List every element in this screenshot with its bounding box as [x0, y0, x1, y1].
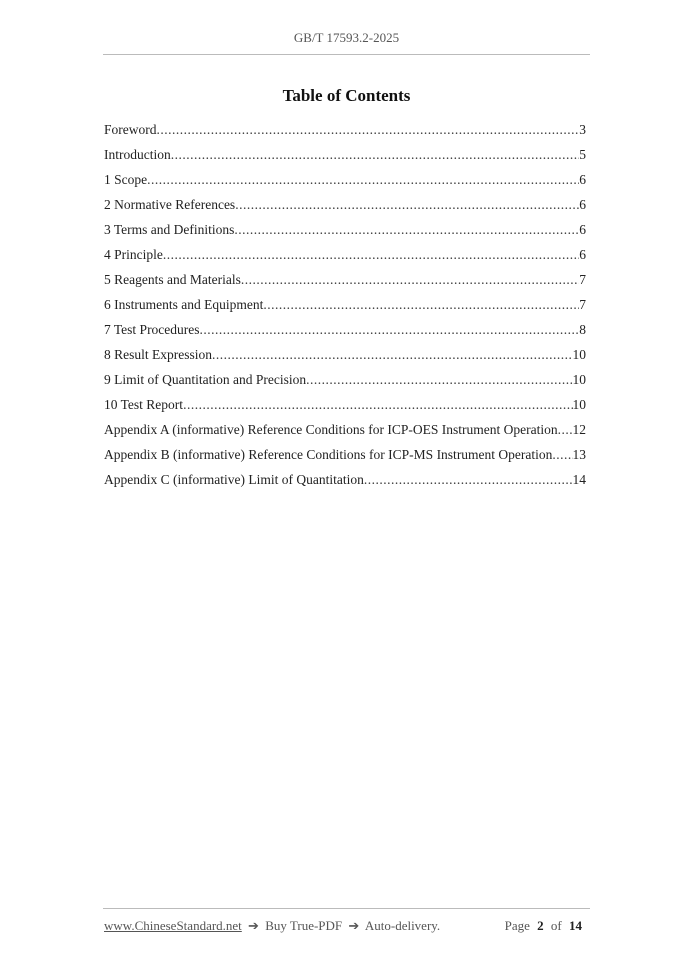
toc-leader-dots — [200, 320, 580, 339]
toc-entry-text: 4 Principle — [104, 247, 163, 262]
current-page-number: 2 — [537, 918, 544, 933]
toc-entry-page: 6 — [579, 247, 586, 262]
toc-entry-principle[interactable] — [104, 245, 586, 270]
toc-list — [104, 120, 586, 495]
toc-entry-text: Introduction — [104, 147, 171, 162]
site-link[interactable]: www.ChineseStandard.net — [104, 918, 242, 933]
toc-entry-appendix-b[interactable] — [104, 445, 586, 470]
toc-entry-page: 12 — [572, 422, 586, 437]
toc-leader-dots — [364, 470, 573, 489]
toc-entry-reagents-and-materials[interactable] — [104, 270, 586, 295]
page-header — [0, 30, 693, 46]
arrow-right-icon: ➔ — [248, 918, 259, 933]
page-label: Page — [504, 918, 530, 933]
toc-entry-page: 3 — [579, 122, 586, 137]
toc-entry-text: Appendix A (informative) Reference Conditions for ICP-OES Instrument Operation — [104, 422, 558, 437]
toc-entry-instruments-and-equipment[interactable] — [104, 295, 586, 320]
toc-entry-page: 6 — [579, 172, 586, 187]
document-id: GB/T 17593.2-2025 — [293, 30, 400, 45]
toc-entry-test-report[interactable] — [104, 395, 586, 420]
toc-entry-appendix-c[interactable] — [104, 470, 586, 495]
toc-entry-page: 6 — [579, 222, 586, 237]
toc-entry-page: 6 — [579, 197, 586, 212]
toc-entry-text: 6 Instruments and Equipment — [104, 297, 264, 312]
toc-leader-dots — [234, 220, 579, 239]
toc-entry-result-expression[interactable] — [104, 345, 586, 370]
toc-entry-appendix-a[interactable] — [104, 420, 586, 445]
toc-entry-page: 5 — [579, 147, 586, 162]
buy-true-pdf-text: Buy True-PDF — [265, 918, 343, 933]
toc-entry-text: 1 Scope — [104, 172, 148, 187]
toc-entry-page: 13 — [572, 447, 586, 462]
toc-entry-text: Foreword — [104, 122, 157, 137]
toc-entry-text: 7 Test Procedures — [104, 322, 200, 337]
toc-leader-dots — [558, 420, 573, 439]
toc-leader-dots — [306, 370, 572, 389]
toc-leader-dots — [235, 195, 579, 214]
toc-entry-terms-and-definitions[interactable] — [104, 220, 586, 245]
toc-entry-page: 7 — [579, 297, 586, 312]
toc-entry-text: Appendix B (informative) Reference Conditions for ICP-MS Instrument Operation — [104, 447, 553, 462]
toc-entry-page: 7 — [579, 272, 586, 287]
toc-title: Table of Contents — [282, 86, 411, 105]
toc-entry-page: 14 — [572, 472, 586, 487]
toc-entry-page: 10 — [572, 372, 586, 387]
toc-leader-dots — [157, 120, 580, 139]
toc-entry-text: 9 Limit of Quantitation and Precision — [104, 372, 307, 387]
page-footer — [104, 918, 586, 934]
toc-entry-test-procedures[interactable] — [104, 320, 586, 345]
toc-entry-page: 10 — [572, 397, 586, 412]
toc-entry-text: 2 Normative References — [104, 197, 236, 212]
toc-entry-text: 8 Result Expression — [104, 347, 212, 362]
header-divider — [103, 54, 590, 55]
footer-divider — [103, 908, 590, 909]
toc-leader-dots — [241, 270, 579, 289]
toc-leader-dots — [552, 445, 572, 464]
auto-delivery-text: Auto-delivery. — [364, 918, 441, 933]
toc-leader-dots — [147, 170, 579, 189]
toc-leader-dots — [183, 395, 572, 414]
arrow-right-icon: ➔ — [348, 918, 360, 933]
toc-leader-dots — [171, 145, 580, 164]
page-indicator — [505, 918, 586, 934]
toc-entry-text: 10 Test Report — [104, 397, 184, 412]
toc-entry-foreword[interactable] — [104, 120, 586, 145]
toc-leader-dots — [163, 245, 579, 264]
total-pages-number: 14 — [569, 918, 582, 933]
toc-entry-text: Appendix C (informative) Limit of Quantitation — [104, 472, 364, 487]
of-label: of — [550, 918, 562, 933]
toc-entry-page: 8 — [579, 322, 586, 337]
toc-entry-limit-of-quantitation-and-precision[interactable] — [104, 370, 586, 395]
toc-entry-normative-references[interactable] — [104, 195, 586, 220]
toc-entry-page: 10 — [572, 347, 586, 362]
toc-leader-dots — [263, 295, 579, 314]
toc-leader-dots — [212, 345, 573, 364]
toc-entry-introduction[interactable] — [104, 145, 586, 170]
toc-entry-text: 3 Terms and Definitions — [104, 222, 235, 237]
toc-entry-scope[interactable] — [104, 170, 586, 195]
toc-entry-text: 5 Reagents and Materials — [104, 272, 241, 287]
footer-promo — [104, 918, 440, 934]
